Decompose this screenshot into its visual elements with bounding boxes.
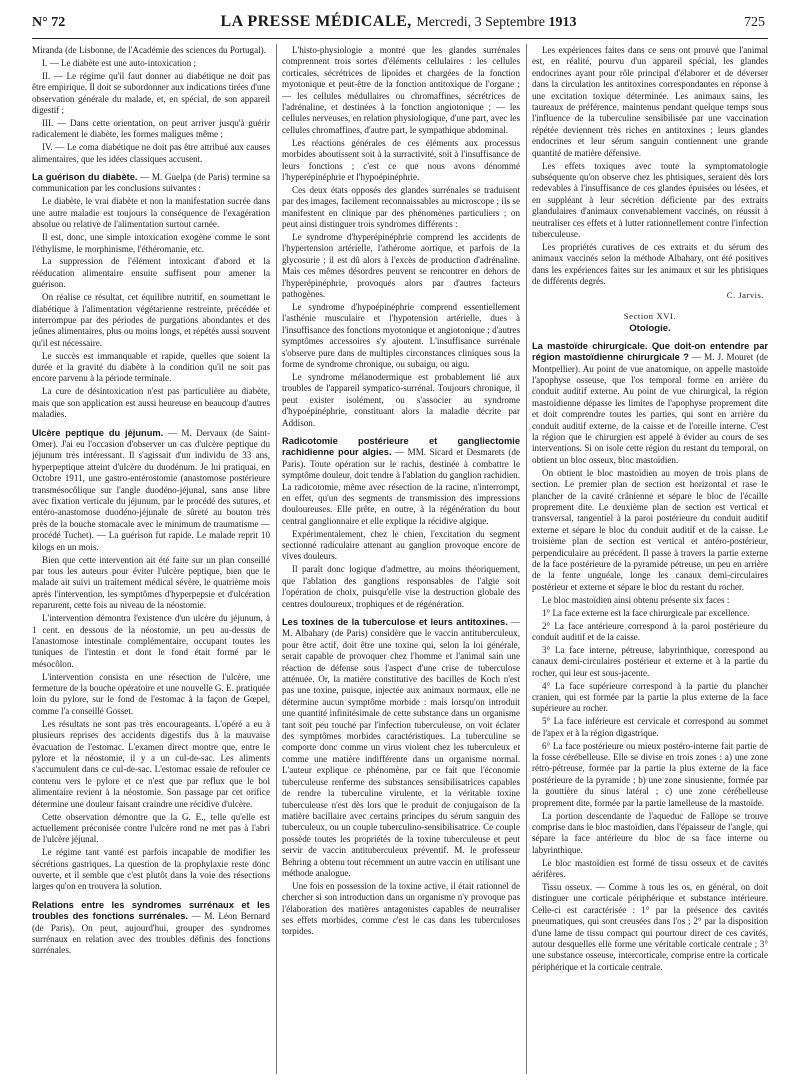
article-paragraph (32, 232, 270, 255)
journal-title (32, 13, 765, 31)
article-author: — M. Albahary (de Paris) (282, 617, 520, 639)
paragraph-text: 3° La face interne, pétreuse, labyrinthique, correspond au canaux demi-circulaires postérieur et externe et à la partie du rocher, qui leur est sous-jacente. (532, 644, 768, 678)
article-paragraph (32, 719, 270, 810)
article-paragraph (282, 232, 520, 300)
article-paragraph (532, 858, 768, 881)
article-paragraph-with-heading (32, 900, 270, 957)
paragraph-text: Il paraît donc logique d'admettre, au moins théoriquement, que l'ablation des ganglions responsables de l'algie soit l'opération de choix, puisqu'elle vise la destruction globale des centres douloureux, trophiques et de régénération. (282, 564, 520, 609)
paragraph-text: Ces deux états opposés des glandes surrénales se traduisent par des images, facilement reconnaissables au microscope ; ils se manifestent en clinique par des phénomènes particuliers ; on peut ainsi distinguer trois syndromes différents : (282, 184, 520, 230)
article-paragraph (532, 161, 768, 241)
paragraph-text: 4° La face supérieure correspond à la partie du plancher cranien, qui est formée par la partie la plus externe de la face supérieure au rocher. (532, 680, 768, 714)
column-divider (526, 44, 527, 1074)
paragraph-text: 5° La face inférieure est cervicale et correspond au sommet de l'apex et à la région digastrique. (532, 716, 768, 738)
article-heading: Relations entre les syndromes surrénaux et les troubles des fonctions surrénales. (32, 899, 270, 922)
issue-number: N° 72 (32, 15, 66, 30)
article-author: — M. Guelpa (de Paris) (140, 172, 230, 183)
paragraph-text: Le succès est immanquable et rapide, quelles que soient la durée et la gravité du diabète à la condition qu'il ne soit pas encore parvenu à la période terminale. (32, 350, 270, 384)
article-paragraph (282, 302, 520, 370)
paragraph-text: Miranda (de Lisbonne, de l'Académie des sciences du Portugal). (32, 45, 266, 55)
column-left (32, 45, 270, 1075)
paragraph-text: 1° La face externe est la face chirurgicale par excellence. (542, 607, 750, 618)
paragraph-text: La suppression de l'élément intoxicant d'abord et la rééducation alimentaire ensuite suffisent pour amener la guérison. (32, 256, 270, 290)
journal-name: LA PRESSE MÉDICALE, (220, 13, 412, 30)
paragraph-text: 2° La face antérieure correspond à la paroi postérieure du conduit auditif et de la caisse. (532, 620, 768, 642)
section-title: Otologie. (629, 323, 671, 335)
author-signature: C. Jarvis. (726, 289, 764, 300)
paragraph-text: Les résultats ne sont pas très encourageants. L'opéré a eu à plusieurs reprises des accidents digestifs dus à la mauvaise évacuation de l'estomac. L'examen direct montre que, entre le pylore et la néostomie, il y a un cul-de-sac. Les aliments s'accumulent dans ce cul-de-sac. L'estomac essaie de refouler ce contenu vers le pylore et ce n'est que par reflux que le bol alimentaire revient à la néostomie. Son passage par cet orifice détermine une douleur faisant craindre une récidive d'ulcère. (32, 718, 270, 809)
paragraph-text: Au point de vue anatomique, on appelle mastoïde l'apophyse osseuse, que l'os temporal forme en arrière du conduit auditif externe. Au point de vue chirurgical, la région mastoïdienne dépasse les limites de l'apophyse proprement dite et doit comprendre toutes les parties, qui sont en arrière du conduit auditif externe, de la caisse et de l'oreille interne. C'est la région que le chirurgien est appelé à évider au cours de ses interventions. Si on isole cette région du restant du temporal, on obtient un bloc osseux, bloc mastoïdien. (532, 363, 768, 465)
article-heading: La guérison du diabète. (32, 172, 138, 183)
paragraph-text: termine sa communication par les conclusions suivantes : (32, 172, 270, 194)
paragraph-text: Le bloc mastoïdien ainsi obtenu présente six faces : (542, 594, 730, 605)
article-paragraph-with-heading (32, 428, 270, 553)
paragraph-text: La portion descendante de l'aqueduc de Fallope se trouve comprise dans le bloc mastoïdien, dans l'épaisseur de l'angle, qui sépare la face antérieure du bloc de sa face interne ou labyrinthique. (532, 810, 768, 855)
article-heading: Les toxines de la tuberculose et leurs antitoxines. (282, 617, 508, 627)
article-paragraph (32, 292, 270, 349)
article-paragraph (32, 613, 270, 670)
article-paragraph-with-heading (282, 617, 520, 879)
page-header (32, 13, 765, 33)
column-right (532, 45, 768, 1075)
column-divider (276, 44, 277, 1074)
paragraph-text: Cette observation démontre que la G. E., telle qu'elle est actuellement préconisée contre l'ulcère rond ne met pas à l'abri de l'ulcère jéjunal. (32, 811, 270, 845)
article-paragraph-with-heading (32, 172, 270, 195)
paragraph-text: Les propriétés curatives de ces extraits et du sérum des animaux vaccinés selon la méthode Albahary, ont été positives dans les expériences faites sur les animaux et sur les phtisiques de différents degrés. (532, 241, 768, 287)
paragraph-text: Les expériences faites dans ce sens ont prouvé que l'animal est, en réalité, pourvu d'un appareil spécial, les glandes endocrines ayant pour rôle principal d'élaborer et de déverser dans la circulation les antitoxines correspondantes en réponse à une excitation toxique déterminée. Les animaux sains, les taureaux de préférence, maintenus pendant quelque temps sous l'influence de la tuberculine sensibilisée par une vaccination répétée deviennent très riches en antitoxines ; leurs glandes endocrines et leur sérum sanguin contiennent une grande quantité de matière défensive. (532, 45, 768, 158)
paragraph-text: On obtient le bloc mastoïdien au moyen de trois plans de section. Le premier plan de section est horizontal et rase le plancher de la cavité crânienne et sépare le bloc de l'écaille proprement dite. Le deuxième plan de section est vertical et transversal, tangentiel à la paroi postérieure du conduit auditif externe et sépare le bloc du conduit auditif et de la caisse. Le troisième plan de section est vertical et antéro-postérieur, perpendiculaire au précédent. Il passe à travers la partie externe de la face postérieure de la pyramide pétreuse, un peu en arrière de la fente unguéale, longe les canaux demi-circulaires postérieur et externe et sépare le bloc du restant du rocher. (532, 467, 768, 592)
article-paragraph (532, 608, 768, 619)
article-paragraph (282, 372, 520, 429)
paragraph-text: On réalise ce résultat, cet équilibre nutritif, en soumettant le diabétique à l'alimentation végétarienne restreinte, précédée et interrompue par des périodes de purgations abondantes et des jeûnes alimentaires, plus ou moins longs, et répétés aussi souvent qu'il est nécessaire. (32, 292, 270, 348)
article-paragraph (532, 716, 768, 739)
paragraph-text: Le diabète, le vrai diabète et non la manifestation sucrée dans une autre maladie est toujours la conséquence de l'exagération absolue ou relative de l'alimentation surtout carnée. (32, 196, 270, 230)
paragraph-text: J'ai eu l'occasion d'observer un cas d'ulcère peptique du jéjunum très intéressant. Il s'agissait d'un individu de 33 ans, hyperpeptique atteint d'ulcère du duodénum. Je lui pratiquai, en Octobre 1911, une gastro-entérostomie (anastomose postérieure transmésocôlique sur l'angle duodéno-jéjunal, sans anse libre avec fixation verticale du jéjunum, par le procédé des sutures, et entéro-anastomose duodéno-jéjunale de sûreté au bouton très près de la bouche stomacale avec le minimum de traumatisme — procédé Tuchet). — La guérison fut rapide. Le malade reprit 10 kilogs en un mois. (32, 439, 270, 552)
article-paragraph (532, 645, 768, 679)
paragraph-text: Bien que cette intervention ait été faite sur un plan conseillé par tous les auteurs pour éviter l'ulcère peptique, bien que le malade ait suivi un traitement médical sévère, le quatrième mois après l'intervention, les symptômes d'hyperpepsie et d'ulcération reparurent, cette fois au niveau de la néostomie. (32, 554, 270, 611)
paragraph-text: Expérimentalement, chez le chien, l'excitation du segment sectionné radiculaire attenant au ganglion provoque encore de vives douleurs. (282, 528, 520, 562)
article-paragraph (32, 386, 270, 420)
article-paragraph (532, 468, 768, 593)
paragraph-text: 6° La face postérieure ou mieux postéro-interne fait partie de la fosse cérébelleuse. Elle se divise en trois zones : a) une zone rétro-pétreuse, formée par la partie la plus externe de la face postérieure de la pyramide ; b) une zone sinusienne, formée par la gouttière du sinus latéral ; c) une zone cérébelleuse proprement dite, formée par la partie lamelleuse de la mastoïde. (532, 740, 768, 808)
issue-year: 1913 (548, 15, 577, 30)
paragraph-text: La cure de désintoxication n'est pas particulière au diabète, mais que son application est aussi heureuse en beaucoup d'autres maladies. (32, 386, 270, 420)
article-paragraph (32, 351, 270, 385)
article-paragraph-with-heading (282, 436, 520, 527)
article-paragraph (282, 185, 520, 231)
article-paragraph (532, 595, 768, 606)
article-paragraph (32, 142, 270, 165)
article-heading: Radicotomie postérieure et gangliectomie rachidienne pour algies. (282, 435, 520, 458)
paragraph-text: Tissu osseux. — Comme à tous les os, en général, on doit distinguer une corticale périphérique et substance intérieure. Celle-ci est caractérisée : 1° par la présence des cavités pneumatiques, qui sont creusées dans l'os ; 2° par la disposition d'une lame de tissu compact qui pourtour direct de ces cavités, autour desquelles elle forme une véritable corticale centrale ; 3° une substance osseuse, intercorticale, comprise entre la corticale périphérique et la corticale centrale. (532, 881, 768, 972)
article-paragraph (32, 45, 270, 56)
paragraph-text: Le régime tant vanté est parfois incapable de modifier les sécrétions gastriques. La question de la prophylaxie reste donc ouverte, et il semble que c'est plutôt dans la voie des résections larges qu'on en trouvera la solution. (32, 847, 270, 892)
article-paragraph-with-heading (532, 341, 768, 466)
paragraph-text: Toute opération sur le rachis, destinée à combattre le symptôme douleur, doit tendre à l'ablation du ganglion rachidien. La radicotomie, même avec résection de la racine, n'interrompt, en effet, qu'un des segments de transmission des impressions douloureuses. Elle prête, en outre, à la régénération du bout central ganglionnaire et elle explique la récidive algique. (282, 458, 520, 526)
article-paragraph (532, 45, 768, 159)
paragraph-text: considère que le vaccin antituberculeux, pour être actif, doit être une toxine qui, selon la loi générale, serait capable de provoquer chez l'homme et l'animal sain une réaction de défense sous l'aspect d'une crise de tuberculose atténuée. Or, la matière constitutive des bacilles de Koch n'est pas une toxine, puisque, injectée aux animaux normaux, elle ne détermine aucun symptôme morbide : mais lorsqu'on introduit une quantité infinitésimale de cette substance dans un organisme tant soit peu touché par l'infection tuberculeuse, on voit éclater des symptômes morbides caractéristiques. La tuberculine se comporte donc comme un virus violent chez les tuberculeux et comme une matière indifférente dans un organisme normal. L'auteur explique ce phénomène, par ce fait que l'économie tuberculeuse renferme des substances sensibilisatrices capables de rendre la tuberculine virulente, et la véritable toxine tuberculeuse n'est dès lors que le produit de conjugaison de la matière bacillaire avec certains principes du sérum sanguin des tuberculeux, ou un couple tuberculino-sensibilisatrice. Ce couple possède toutes les propriétés de la toxine tuberculeuse et peut servir de vaccin antituberculeux préventif. M. le professeur Behring a obtenu tout récemment un autre vaccin en utilisant une méthode analogue. (282, 628, 520, 878)
paragraph-text: I. — Le diabète est une auto-intoxication ; (42, 57, 197, 68)
paragraph-text: L'intervention consista en une résection de l'ulcère, une fermeture de la bouche opératoire et une nouvelle G. E. pratiquée loin du pylore, sur le fond de l'estomac à la façon de Gœpel, comme l'a conseillé Gosset. (32, 671, 270, 716)
article-paragraph (282, 138, 520, 184)
article-heading: La mastoïde chirurgicale. Que doit-on entendre par région mastoïdienne chirurgicale ? (532, 340, 768, 363)
paragraph-text: Les réactions générales de ces éléments aux processus morbides aboutissent soit à la surractivité, soit à l'insuffisance de leurs fonctions ; c'est ce que nous avons dénommé l'hyperépinéphrie et l'hypoépinéphrie. (282, 137, 520, 182)
issue-date-text: Mercredi, 3 Septembre (416, 15, 545, 30)
paragraph-text: IV. — Le coma diabétique ne doit pas être attribué aux causes alimentaires, que les idées classiques accusent. (32, 142, 270, 164)
section-label: Section XVI. (623, 310, 677, 321)
paragraph-text: L'intervention démontra l'existence d'un ulcère du jéjunum, à 1 cent. en dessous de la néostomie, un peu au-dessus de l'anastomose intestinale complémentaire, occupant toutes les tuniques de l'intestin et dont le fond était formé par le mésocôlon. (32, 613, 270, 669)
header-rule (32, 38, 768, 39)
article-paragraph (282, 881, 520, 938)
article-paragraph (532, 621, 768, 644)
article-paragraph (532, 741, 768, 809)
paragraph-text: II. — Le régime qu'il faut donner au diabétique ne doit pas être empirique. Il doit se subordonner aux indications tirées d'une observation générale du malade, et, en spécial, de son appareil digestif ; (32, 70, 270, 116)
paragraph-text: Le bloc mastoïdien est formé de tissu osseux et de cavités aérifères. (532, 857, 768, 880)
otology-section (532, 341, 768, 973)
issue-date (416, 15, 576, 30)
article-paragraph (32, 118, 270, 141)
article-paragraph (32, 256, 270, 290)
article-paragraph (32, 58, 270, 69)
article-paragraph (532, 242, 768, 288)
article-paragraph (282, 529, 520, 563)
paragraph-text: Le syndrome mélanodermique est probablement lié aux troubles de l'appareil sympatico-surrénal. Toujours chronique, il peut exister isolément, ou s'associer au syndrome d'hypoépinéphrie, constituant alors la maladie décrite par Addison. (282, 371, 520, 428)
paragraph-text: Il est, donc, une simple intoxication exogène comme le sont l'éthylisme, le morphinisme, l'éthéromanie, etc. (32, 232, 270, 254)
page-number: 725 (744, 15, 765, 30)
paragraph-text: Le syndrome d'hyperépinéphrie comprend les accidents de l'hypertension artérielle, l'athérome aortique, et parfois de la glycosurie ; il est dû alors à l'excès de production d'adrénaline. Mais ces mêmes désordres peuvent se rencontrer en dehors de l'hyperépinéphrie, provoqués alors par d'autres facteurs pathogènes. (282, 232, 520, 300)
article-paragraph (32, 71, 270, 117)
article-paragraph (532, 811, 768, 857)
article-author: — M. J. Mouret (de Montpellier). (532, 352, 768, 374)
article-paragraph (32, 812, 270, 846)
paragraph-text: Une fois en possession de la toxine active, il était rationnel de chercher si son introduction dans un organisme n'y provoque pas l'élaboration des matières antagonistes capables de neutraliser ses effets morbides, comme c'est le cas dans les tuberculoses torpides. (282, 880, 520, 937)
article-paragraph (32, 196, 270, 230)
article-author: — M. Léon Bernard (de Paris). (32, 911, 270, 933)
article-paragraph (532, 882, 768, 973)
article-paragraph (32, 672, 270, 718)
article-paragraph (532, 681, 768, 715)
article-paragraph (282, 564, 520, 610)
article-paragraph (282, 45, 520, 136)
article-author: — M. Dervaux (de Saint-Omer). (32, 427, 270, 449)
article-paragraph (32, 555, 270, 612)
tuberculosis-continuation (532, 45, 768, 288)
article-paragraph (32, 847, 270, 893)
paragraph-text: On peut, aujourd'hui, grouper des syndromes surrénaux en relation avec des troubles définis des fonctions surrénales. (32, 922, 270, 956)
article-heading: Ulcère peptique du jéjunum. (32, 427, 164, 438)
paragraph-text: III. — Dans cette orientation, on peut arriver jusqu'à guérir radicalement le diabète, les formes maligues même ; (32, 117, 270, 140)
paragraph-text: Le syndrome d'hypoépinéphrie comprend essentiellement l'asthénie musculaire et l'hypotension artérielle, dues à l'insuffisance des fonctions myotonique et angiotonique ; d'autres symptômes accessoires s'y ajoutent. L'insuffisance surrénale s'observe pure dans de multiples circonstances cliniques sous la forme de syndrome chronique, ou subaigu, ou aigu. (282, 301, 520, 369)
paragraph-text: Les effets toxiques avec toute la symptomatologie subséquente qu'on observe chez les phtisiques, seraient dès lors redevables à l'insuffisance de ces glandes épuisées ou lésées, et en suppléant à leur sécrétion déficiente par des extraits glandulaires d'animaux convenablement vaccinés, on réussit à neutraliser ces effets et à lutter rationnellement contre l'infection tuberculeuse. (532, 160, 768, 239)
column-middle (282, 45, 520, 1075)
article-author: — MM. Sicard et Desmarets (de Paris). (282, 447, 520, 469)
paragraph-text: L'histo-physiologie a montré que les glandes surrénales comprennent trois sortes d'éléments cellulaires : les cellules corticales, sécrétrices de lipoïdes et chargées de la fonction myotonique et peut-être de la fonction antitoxique de l'organe ; — les cellules médullaires ou chromaffines, sécrétrices de l'adrénaline, et destinées à la fonction angiotonique ; — les cellules nerveuses, en relation physiologique, d'une part, avec les cellules chromaffines, d'autre part, le sympathique abdominal. (282, 45, 520, 135)
